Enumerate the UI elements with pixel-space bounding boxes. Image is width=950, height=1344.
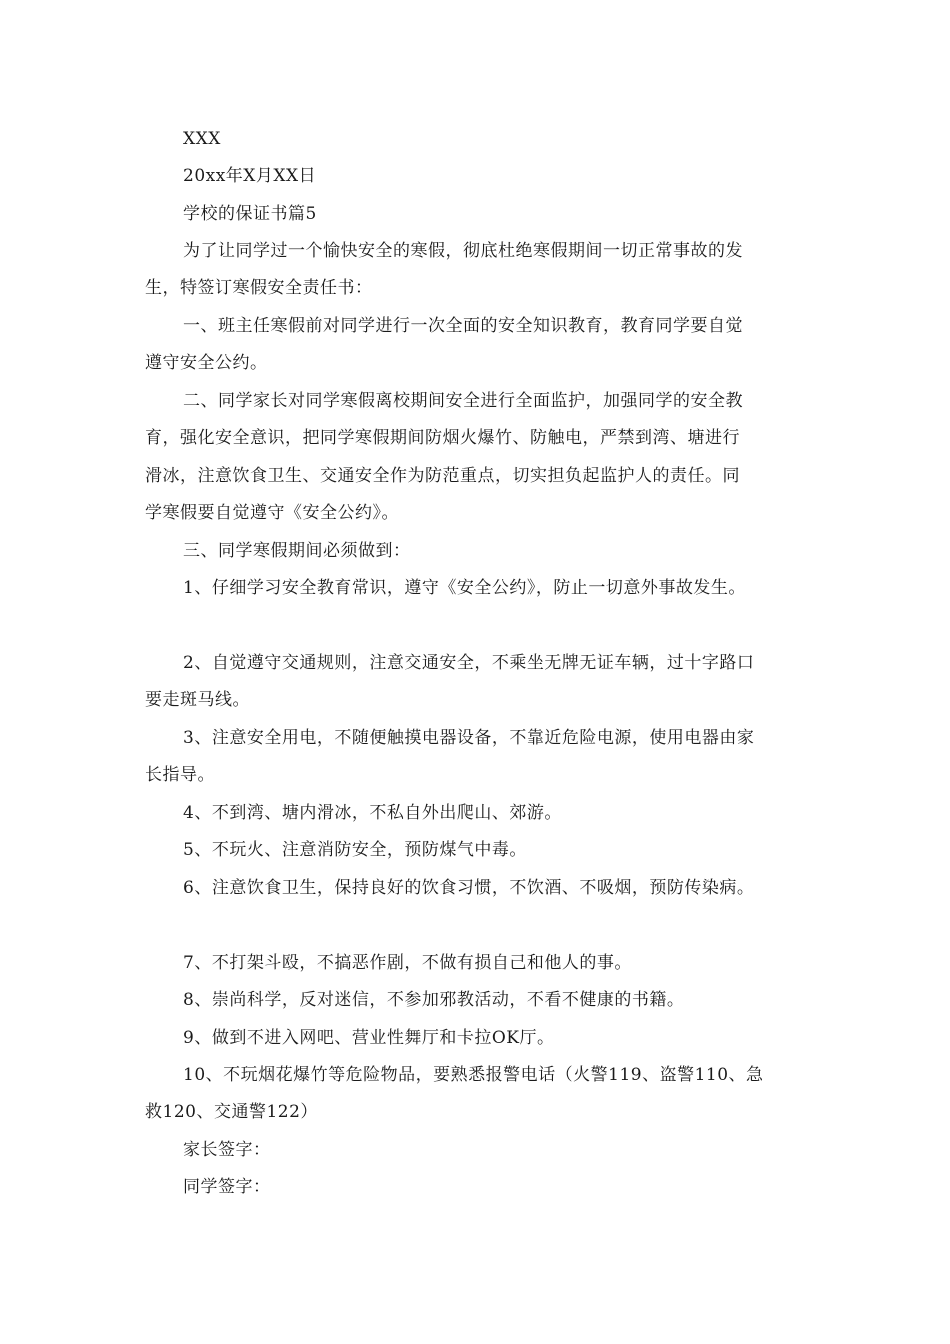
intro-line: 为了让同学过一个愉快安全的寒假，彻底杜绝寒假期间一切正常事故的发: [183, 241, 743, 261]
clause-line: 一、班主任寒假前对同学进行一次全面的安全知识教育，教育同学要自觉: [183, 316, 743, 336]
list-item: 6、注意饮食卫生，保持良好的饮食习惯，不饮酒、不吸烟，预防传染病。: [183, 878, 755, 898]
clause-line: 滑冰，注意饮食卫生、交通安全作为防范重点，切实担负起监护人的责任。同: [145, 466, 740, 486]
date-line: 20xx年X月XX日: [183, 166, 317, 186]
list-item: 2、自觉遵守交通规则，注意交通安全，不乘坐无牌无证车辆，过十字路口: [183, 653, 755, 673]
student-signature-label: 同学签字：: [183, 1177, 271, 1197]
clause-line: 育，强化安全意识，把同学寒假期间防烟火爆竹、防触电，严禁到湾、塘进行: [145, 428, 740, 448]
signer-name: XXX: [183, 129, 221, 149]
clause-line: 三、同学寒假期间必须做到：: [183, 541, 411, 561]
list-item: 9、做到不进入网吧、营业性舞厅和卡拉OK厅。: [183, 1028, 555, 1048]
clause-line: 学寒假要自觉遵守《安全公约》。: [145, 503, 399, 523]
list-item: 5、不玩火、注意消防安全，预防煤气中毒。: [183, 840, 527, 860]
parent-signature-label: 家长签字：: [183, 1140, 271, 1160]
list-item: 7、不打架斗殴，不搞恶作剧，不做有损自己和他人的事。: [183, 953, 632, 973]
clause-line: 遵守安全公约。: [145, 353, 268, 373]
list-item: 10、不玩烟花爆竹等危险物品，要熟悉报警电话（火警119、盗警110、急: [183, 1065, 764, 1085]
list-item: 要走斑马线。: [145, 690, 250, 710]
intro-line: 生，特签订寒假安全责任书：: [145, 278, 373, 298]
section-heading: 学校的保证书篇5: [183, 204, 317, 224]
list-item: 1、仔细学习安全教育常识，遵守《安全公约》，防止一切意外事故发生。: [183, 578, 746, 598]
list-item: 3、注意安全用电，不随便触摸电器设备，不靠近危险电源，使用电器由家: [183, 728, 755, 748]
clause-line: 二、同学家长对同学寒假离校期间安全进行全面监护，加强同学的安全教: [183, 391, 743, 411]
list-item: 8、崇尚科学，反对迷信，不参加邪教活动，不看不健康的书籍。: [183, 990, 685, 1010]
list-item: 救120、交通警122）: [145, 1102, 318, 1122]
list-item: 长指导。: [145, 765, 215, 785]
list-item: 4、不到湾、塘内滑冰，不私自外出爬山、郊游。: [183, 803, 562, 823]
